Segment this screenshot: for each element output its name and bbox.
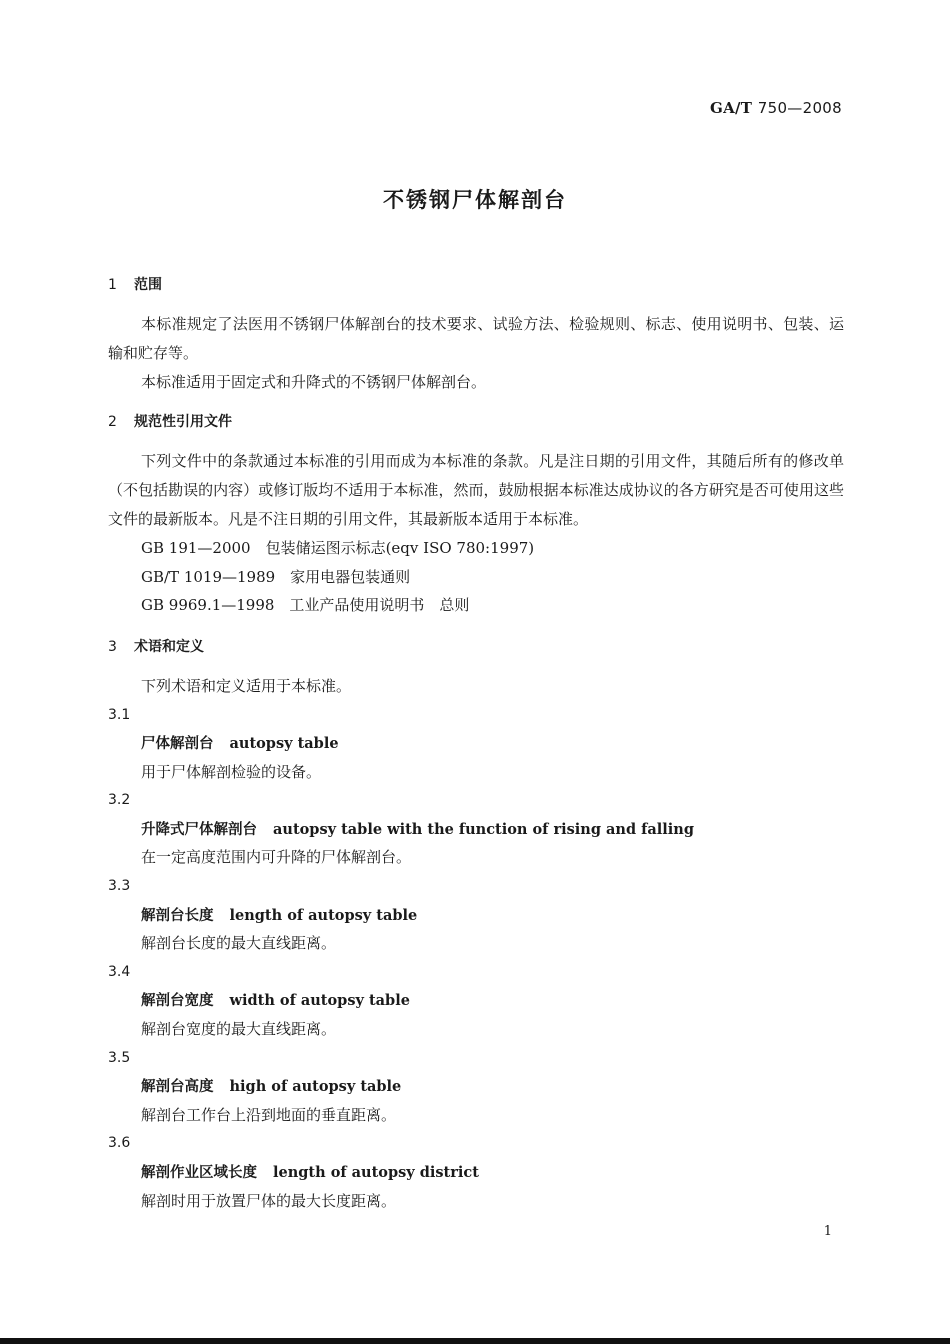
document-body (108, 270, 844, 1215)
term-definition: 在一定高度范围内可升降的尸体解剖台。 (141, 848, 412, 867)
section-title: 规范性引用文件 (134, 414, 232, 430)
term-name (108, 729, 844, 758)
term-number: 3.5 (108, 1049, 131, 1066)
term-entry (108, 1129, 844, 1215)
section-number: 2 (108, 414, 117, 430)
term-entry (108, 701, 844, 787)
term-name-chinese: 升降式尸体解剖台 (141, 821, 257, 838)
term-definition: 用于尸体解剖检验的设备。 (141, 762, 322, 781)
document-code-prefix: GA/T (709, 99, 753, 117)
section-number: 3 (108, 638, 117, 655)
term-name (108, 1072, 844, 1101)
term-name (108, 901, 844, 930)
section-1-heading (108, 270, 844, 300)
section-1-paragraph-1: 本标准规定了法医用不锈钢尸体解剖台的技术要求、试验方法、检验规则、标志、使用说明书、包装、运输和贮存等。 (108, 315, 844, 362)
term-definition: 解剖时用于放置尸体的最大长度距离。 (141, 1191, 397, 1210)
term-name-chinese: 解剖台宽度 (141, 993, 214, 1010)
reference-item: GB 191—2000 包装储运图示标志(eqv ISO 780:1997) (141, 539, 535, 557)
term-name-english: high of autopsy table (229, 1078, 402, 1096)
section-1-paragraph-2: 本标准适用于固定式和升降式的不锈钢尸体解剖台。 (141, 373, 487, 391)
section-2-heading (108, 407, 844, 437)
term-name-chinese: 解剖台高度 (141, 1079, 214, 1096)
term-name (108, 1158, 844, 1187)
section-3-paragraph-1: 下列术语和定义适用于本标准。 (141, 676, 352, 695)
section-2-paragraph-1: 下列文件中的条款通过本标准的引用而成为本标准的条款。凡是注日期的引用文件，其随后所有的修改单（不包括勘误的内容）或修订版均不适用于本标准，然而，鼓励根据本标准达成协议的各方研究是否可使用这些文件的最新版本。凡是不注日期的引用文件，其最新版本适用于本标准。 (108, 452, 844, 528)
term-entry (108, 786, 844, 872)
term-number: 3.1 (108, 706, 131, 723)
term-name-chinese: 尸体解剖台 (141, 736, 214, 753)
term-entry (108, 958, 844, 1044)
document-code-number: 750—2008 (757, 99, 842, 117)
term-entry (108, 1044, 844, 1130)
section-title: 术语和定义 (134, 638, 204, 655)
term-name (108, 815, 844, 844)
reference-item: GB 9969.1—1998 工业产品使用说明书 总则 (141, 596, 470, 614)
term-number: 3.4 (108, 963, 131, 980)
reference-item: GB/T 1019—1989 家用电器包装通则 (141, 567, 411, 586)
term-number: 3.2 (108, 792, 131, 809)
term-name-english: length of autopsy table (229, 906, 418, 924)
term-definition: 解剖台宽度的最大直线距离。 (141, 1020, 337, 1039)
document-title: 不锈钢尸体解剖台 (383, 188, 567, 212)
term-name-chinese: 解剖台长度 (141, 907, 214, 924)
page-bottom-edge (0, 1338, 950, 1344)
term-definition: 解剖台工作台上沿到地面的垂直距离。 (141, 1105, 397, 1124)
term-definition: 解剖台长度的最大直线距离。 (141, 934, 337, 953)
term-name-english: autopsy table (229, 735, 339, 753)
section-title: 范围 (134, 277, 162, 293)
term-number: 3.6 (108, 1135, 131, 1152)
page-number: 1 (823, 1224, 832, 1239)
term-name-english: width of autopsy table (229, 992, 410, 1010)
document-code (710, 99, 842, 117)
term-name-english: length of autopsy district (273, 1164, 479, 1181)
section-number: 1 (108, 277, 117, 293)
term-name-english: autopsy table with the function of rising and falling (273, 820, 694, 838)
term-name (108, 986, 844, 1015)
term-number: 3.3 (108, 878, 131, 895)
section-3-heading (108, 632, 844, 662)
term-entry (108, 872, 844, 958)
term-name-chinese: 解剖作业区域长度 (141, 1165, 257, 1181)
